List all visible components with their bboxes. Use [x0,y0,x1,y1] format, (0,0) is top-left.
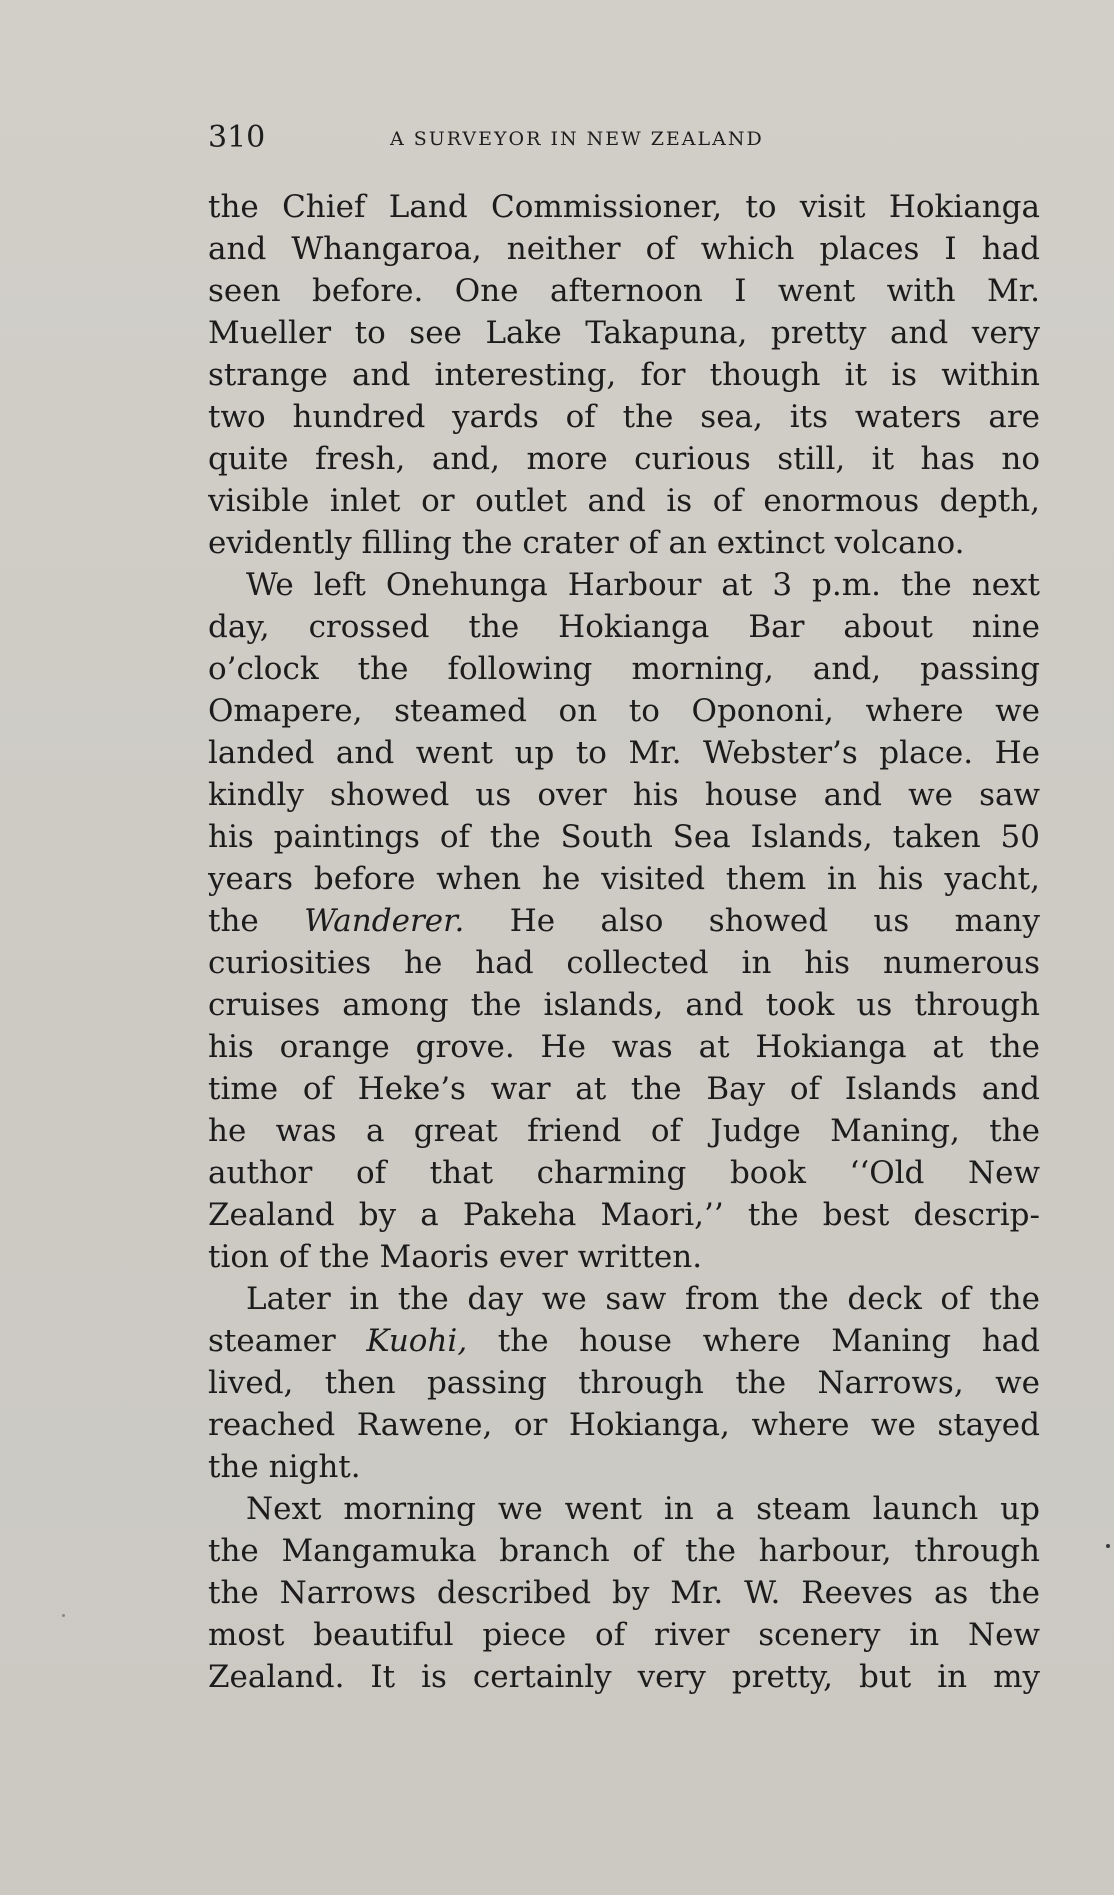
text-line: Zealand by a Pakeha Maori,’’ the best descrip- [208,1197,1040,1233]
text-line: day, crossed the Hokianga Bar about nine [208,609,1040,645]
text-line: the night. [208,1449,361,1485]
scan-speck [1106,1544,1110,1548]
text-line: quite fresh, and, more curious still, it has no [208,441,1040,477]
text-line [208,900,1040,942]
text-fragment: steamer [208,1323,336,1359]
text-line: time of Heke’s war at the Bay of Islands and [208,1071,1040,1107]
text-line: evidently filling the crater of an extinct volcano. [208,525,965,561]
text-line: reached Rawene, or Hokianga, where we stayed [208,1407,1040,1443]
running-title: A SURVEYOR IN NEW ZEALAND [390,128,764,150]
text-line: landed and went up to Mr. Webster’s place. He [208,735,1040,771]
text-line: most beautiful piece of river scenery in New [208,1617,1040,1653]
text-line: Omapere, steamed on to Opononi, where we [208,693,1040,729]
text-line: his orange grove. He was at Hokianga at the [208,1029,1040,1065]
text-line: author of that charming book ‘‘Old New [208,1155,1040,1191]
text-line: We left Onehunga Harbour at 3 p.m. the next [246,567,1040,603]
text-line: the Mangamuka branch of the harbour, through [208,1533,1040,1569]
vessel-name-wanderer: Wanderer. [304,903,465,939]
text-line [208,1320,1040,1362]
body-text [208,186,1040,1698]
text-line: o’clock the following morning, and, passing [208,651,1040,687]
text-line: and Whangaroa, neither of which places I had [208,231,1040,267]
text-line: he was a great friend of Judge Maning, the [208,1113,1040,1149]
text-line: Later in the day we saw from the deck of the [246,1281,1040,1317]
text-line: tion of the Maoris ever written. [208,1239,703,1275]
text-line: lived, then passing through the Narrows, we [208,1365,1040,1401]
text-line: the Chief Land Commissioner, to visit Hokianga [208,189,1040,225]
text-fragment: the [208,903,259,939]
text-line: cruises among the islands, and took us through [208,987,1040,1023]
text-line: visible inlet or outlet and is of enormous depth, [208,483,1040,519]
text-line: Zealand. It is certainly very pretty, but in my [208,1659,1040,1695]
text-fragment: the house where Maning had [497,1323,1040,1359]
text-line: seen before. One afternoon I went with Mr. [208,273,1040,309]
page-header [208,118,1038,158]
text-line: strange and interesting, for though it is within [208,357,1040,393]
text-line: the Narrows described by Mr. W. Reeves as the [208,1575,1040,1611]
page-number: 310 [208,120,266,155]
scan-speck [62,1614,65,1617]
vessel-name-kuohi: Kuohi, [366,1323,468,1359]
text-line: Mueller to see Lake Takapuna, pretty and very [208,315,1040,351]
text-fragment: He also showed us many [509,903,1040,939]
text-line: kindly showed us over his house and we saw [208,777,1040,813]
text-line: years before when he visited them in his yacht, [208,861,1040,897]
text-line: Next morning we went in a steam launch up [246,1491,1040,1527]
text-line: two hundred yards of the sea, its waters are [208,399,1040,435]
text-line: curiosities he had collected in his numerous [208,945,1040,981]
text-line: his paintings of the South Sea Islands, taken 50 [208,819,1040,855]
